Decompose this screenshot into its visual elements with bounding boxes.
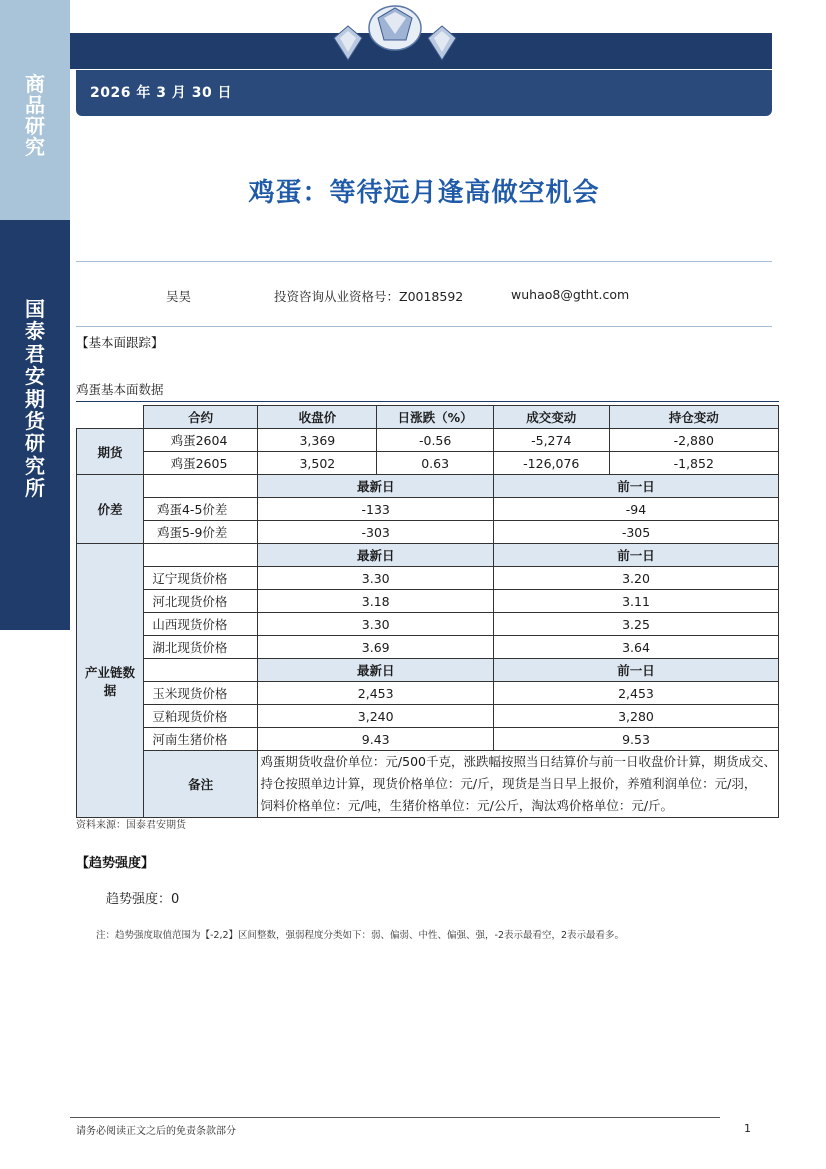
category-spread: 价差	[77, 475, 144, 544]
note-text	[258, 751, 779, 818]
trend-strength-value: 趋势强度：0	[106, 892, 180, 907]
close-price: 3,369	[258, 429, 377, 452]
chain-item: 玉米现货价格	[143, 682, 258, 705]
chain-item: 河北现货价格	[143, 590, 258, 613]
chain-prev: 3.11	[494, 590, 779, 613]
chain-prev: 3,280	[494, 705, 779, 728]
section-heading-fundamental: 【基本面跟踪】	[76, 335, 164, 350]
chain-latest: 9.43	[258, 728, 494, 751]
spread-prev: -94	[494, 498, 779, 521]
date-banner	[76, 70, 772, 116]
chain-prev: 3.64	[494, 636, 779, 659]
prev-day-header: 前一日	[494, 544, 779, 567]
table-row	[77, 613, 779, 636]
table-row	[77, 429, 779, 452]
table-row	[77, 636, 779, 659]
author-email[interactable]: wuhao8@gtht.com	[511, 287, 630, 302]
category-note: 备注	[143, 751, 258, 818]
latest-day-header: 最新日	[258, 475, 494, 498]
table-header-cell: 成交变动	[494, 406, 610, 429]
latest-day-header: 最新日	[258, 659, 494, 682]
trend-footnote: 注：趋势强度取值范围为【-2,2】区间整数，强弱程度分类如下：弱、偏弱、中性、偏强、强，-2表示最看空，2表示最看多。	[96, 930, 625, 941]
daily-change: 0.63	[377, 452, 494, 475]
divider	[76, 326, 772, 327]
close-price: 3,502	[258, 452, 377, 475]
table-row	[77, 498, 779, 521]
table-row	[77, 659, 779, 682]
table-row	[77, 521, 779, 544]
table-row	[77, 728, 779, 751]
fundamental-table	[76, 405, 779, 818]
chain-item: 湖北现货价格	[143, 636, 258, 659]
author-license: 投资咨询从业资格号：Z0018592	[274, 289, 464, 304]
chain-latest: 2,453	[258, 682, 494, 705]
data-source: 资料来源：国泰君安期货	[76, 820, 186, 831]
report-date: 2026 年 3 月 30 日	[90, 85, 233, 101]
caption-rule	[76, 401, 779, 402]
contract-name: 鸡蛋2605	[143, 452, 258, 475]
category-chain: 产业链数据	[77, 544, 144, 818]
chain-prev: 2,453	[494, 682, 779, 705]
table-row	[77, 452, 779, 475]
section-heading-trend: 【趋势强度】	[76, 856, 155, 871]
divider	[76, 261, 772, 262]
table-row	[77, 682, 779, 705]
table-row	[77, 544, 779, 567]
chain-prev: 3.25	[494, 613, 779, 636]
table-header-cell: 收盘价	[258, 406, 377, 429]
latest-day-header: 最新日	[258, 544, 494, 567]
table-row	[77, 475, 779, 498]
chain-latest: 3.18	[258, 590, 494, 613]
prev-day-header: 前一日	[494, 475, 779, 498]
spread-name: 鸡蛋5-9价差	[143, 521, 258, 544]
chain-latest: 3,240	[258, 705, 494, 728]
report-title: 鸡蛋：等待远月逢高做空机会	[248, 178, 600, 208]
chain-prev: 3.20	[494, 567, 779, 590]
table-header-cell: 持仓变动	[609, 406, 778, 429]
chain-item: 河南生猪价格	[143, 728, 258, 751]
prev-day-header: 前一日	[494, 659, 779, 682]
note-line: 鸡蛋期货收盘价单位：元/500千克，涨跌幅按照当日结算价与前一日收盘价计算，期货成交、	[260, 754, 776, 769]
footer-rule	[70, 1117, 720, 1118]
spread-latest: -133	[258, 498, 494, 521]
contract-name: 鸡蛋2604	[143, 429, 258, 452]
table-header-cell: 日涨跌（%）	[377, 406, 494, 429]
chain-item: 豆粕现货价格	[143, 705, 258, 728]
chain-latest: 3.30	[258, 613, 494, 636]
table-row	[77, 567, 779, 590]
chain-prev: 9.53	[494, 728, 779, 751]
chain-item: 山西现货价格	[143, 613, 258, 636]
oi-change: -2,880	[609, 429, 778, 452]
table-caption: 鸡蛋基本面数据	[76, 382, 164, 397]
table-row	[77, 590, 779, 613]
author-name: 吴昊	[166, 289, 192, 304]
disclaimer-link[interactable]: 请务必阅读正文之后的免责条款部分	[76, 1126, 236, 1137]
chain-latest: 3.30	[258, 567, 494, 590]
note-line: 持仓按照单边计算，现货价格单位：元/斤，现货是当日早上报价，养殖利润单位：元/羽，	[260, 776, 757, 791]
category-futures: 期货	[77, 429, 144, 475]
table-header-cell: 合约	[143, 406, 258, 429]
spread-name: 鸡蛋4-5价差	[143, 498, 258, 521]
diamond-logo-icon	[320, 0, 470, 70]
spread-prev: -305	[494, 521, 779, 544]
chain-item: 辽宁现货价格	[143, 567, 258, 590]
table-row	[77, 705, 779, 728]
daily-change: -0.56	[377, 429, 494, 452]
page-number: 1	[744, 1122, 751, 1135]
spread-latest: -303	[258, 521, 494, 544]
note-line: 饲料价格单位：元/吨，生猪价格单位：元/公斤，淘汰鸡价格单位：元/斤。	[260, 798, 674, 813]
volume-change: -126,076	[494, 452, 610, 475]
sidebar-category-label: 商 品 研 究	[25, 72, 45, 159]
oi-change: -1,852	[609, 452, 778, 475]
chain-latest: 3.69	[258, 636, 494, 659]
table-header-row	[77, 406, 779, 429]
sidebar-institute-label: 国 泰 君 安 期 货 研 究 所	[25, 297, 45, 501]
table-row	[77, 751, 779, 818]
volume-change: -5,274	[494, 429, 610, 452]
